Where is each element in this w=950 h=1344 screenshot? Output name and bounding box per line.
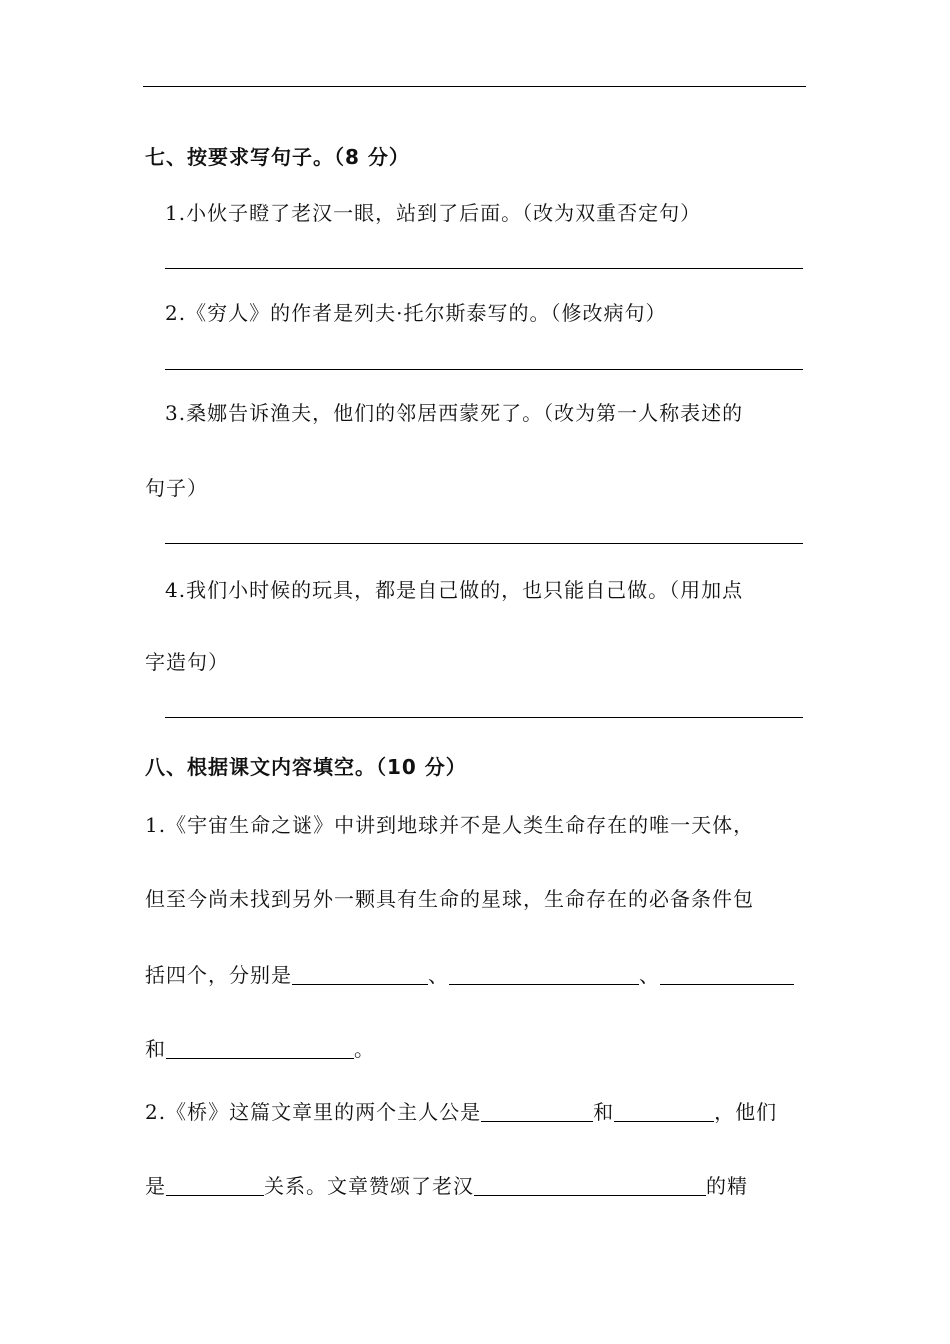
s8-q1-line-2: 但至今尚未找到另外一颗具有生命的星球，生命存在的必备条件包 [145,887,754,911]
s8-q1-line-4-start: 和 [145,1037,166,1061]
s8-q2-line-2-start: 是 [145,1174,166,1198]
s7-answer-line-4[interactable] [165,717,803,718]
s8-q2-line-2-mid: 关系。文章赞颂了老汉 [264,1174,474,1198]
s8-q1-blank-1[interactable] [292,964,428,985]
top-rule [143,86,806,87]
s7-item-3-line-2: 句子） [145,476,208,500]
s8-q1-sep-2: 、 [639,963,660,987]
s8-q1-line-1: 1.《宇宙生命之谜》中讲到地球并不是人类生命存在的唯一天体， [145,813,755,837]
s8-q1-blank-3[interactable] [660,964,794,985]
s8-q2-line-2 [145,1175,748,1196]
section-7-heading: 七、按要求写句子。（8 分） [145,145,410,169]
s8-q2-blank-4[interactable] [474,1175,706,1196]
s8-q1-sep-1: 、 [428,963,449,987]
s7-answer-line-3[interactable] [165,543,803,544]
s8-q2-line-2-end: 的精 [706,1174,748,1198]
section-8-heading: 八、根据课文内容填空。（10 分） [145,755,467,779]
s8-q1-blank-4[interactable] [166,1038,354,1059]
s8-q1-blank-2[interactable] [449,964,639,985]
s7-item-2: 2.《穷人》的作者是列夫·托尔斯泰写的。（修改病句） [165,301,667,325]
s7-item-1: 1.小伙子瞪了老汉一眼，站到了后面。（改为双重否定句） [165,201,702,225]
s7-answer-line-2[interactable] [165,369,803,370]
s8-q1-line-4 [145,1038,375,1059]
s8-q2-line-1-mid: 和 [593,1100,615,1124]
s7-item-4-line-1: 4.我们小时候的玩具，都是自己做的，也只能自己做。（用加点 [165,578,744,602]
s7-item-4-line-2: 字造句） [145,650,229,674]
s8-q2-line-1 [145,1101,777,1122]
s8-q2-line-1-end: ，他们 [714,1100,778,1124]
s8-q2-blank-3[interactable] [166,1175,264,1196]
s7-item-3-line-1: 3.桑娜告诉渔夫，他们的邻居西蒙死了。（改为第一人称表述的 [165,401,744,425]
s8-q1-line-4-end: 。 [354,1037,375,1061]
s7-answer-line-1[interactable] [165,268,803,269]
s8-q1-line-3-start: 括四个，分别是 [145,963,292,987]
s8-q2-line-1-start: 2.《桥》这篇文章里的两个主人公是 [145,1100,482,1124]
s8-q2-blank-2[interactable] [614,1101,714,1122]
s8-q1-line-3 [145,964,794,985]
s8-q2-blank-1[interactable] [481,1101,593,1122]
